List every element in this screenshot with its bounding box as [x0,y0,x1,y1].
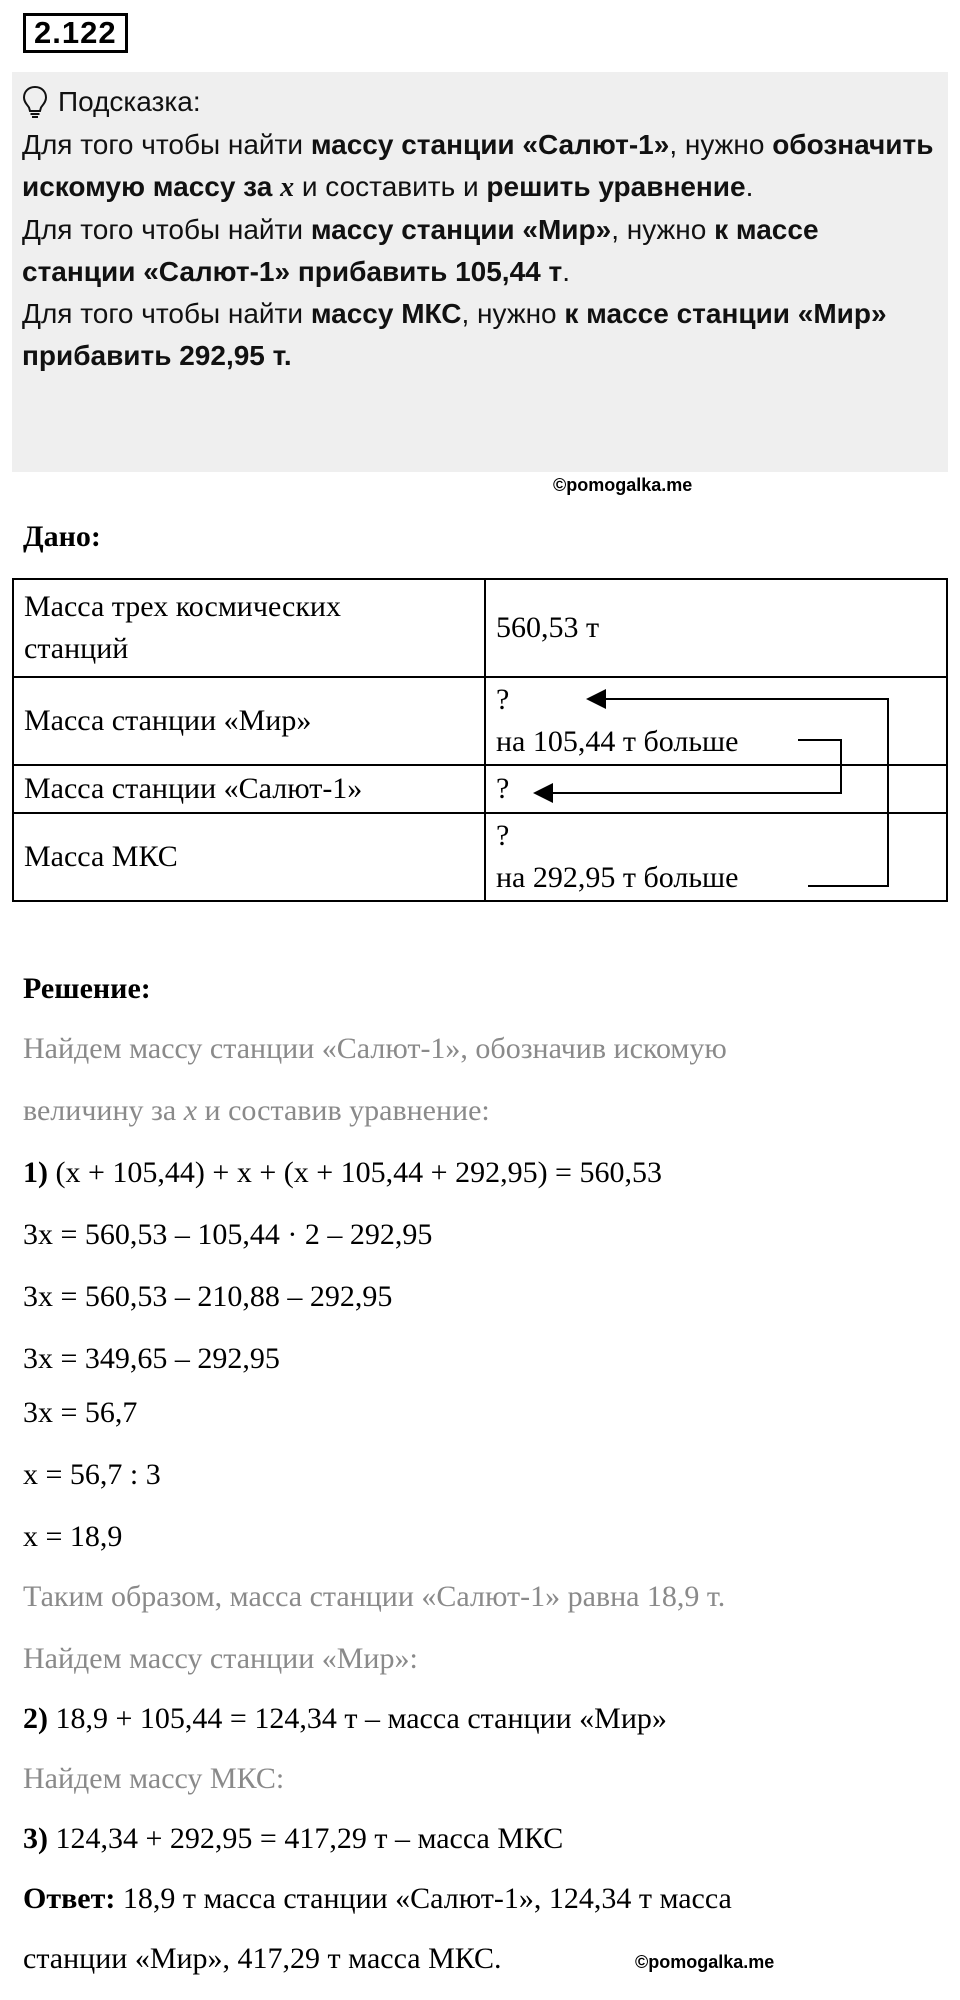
table-cell-label: Масса станции «Мир» [13,677,485,765]
watermark-top: ©pomogalka.me [553,475,693,495]
find-iss-line: Найдем массу МКС: [23,1762,285,1795]
table-cell-value: ? [485,765,947,813]
table-cell-label: Масса трех космических станций [13,579,485,677]
given-title: Дано: [23,520,101,553]
table-row [13,677,947,765]
table-cell-value: ? на 292,95 т больше [485,813,947,901]
equation-line: 3x = 349,65 – 292,95 [23,1342,280,1375]
solution-title: Решение: [23,972,151,1005]
equation-line: 3x = 56,7 [23,1396,138,1429]
conclusion-line: Таким образом, масса станции «Салют-1» равна 18,9 т. [23,1580,726,1613]
hint-box [12,72,948,472]
equation-line: 2) 18,9 + 105,44 = 124,34 т – масса станции «Мир» [23,1702,667,1735]
table-cell-value: 560,53 т [485,579,947,677]
solution-intro-line-1: Найдем массу станции «Салют-1», обозначив искомую [23,1032,727,1065]
answer-line-1: Ответ: 18,9 т масса станции «Салют-1», 124,34 т масса [23,1882,732,1915]
hint-paragraph-2: Для того чтобы найти массу станции «Мир», нужно к массе станции «Салют-1» прибавить 105,44 т. [22,214,819,287]
equation-line: 1) (x + 105,44) + x + (x + 105,44 + 292,95) = 560,53 [23,1156,662,1189]
equation-line: x = 56,7 : 3 [23,1458,161,1491]
table-row [13,579,947,677]
table-cell-value: ? на 105,44 т больше [485,677,947,765]
equation-line: 3) 124,34 + 292,95 = 417,29 т – масса МКС [23,1822,564,1855]
table-row [13,813,947,901]
hint-paragraph-1: Для того чтобы найти массу станции «Салют-1», нужно обозначить искомую массу за x и составить и решить уравнение. [22,129,934,203]
hint-title: Подсказка: [58,86,201,117]
answer-line-2: станции «Мир», 417,29 т масса МКС. [23,1942,502,1975]
hint-header [22,80,938,124]
table-cell-label: Масса станции «Салют-1» [13,765,485,813]
table-row [13,765,947,813]
equation-line: x = 18,9 [23,1520,123,1553]
equation-line: 3x = 560,53 – 105,44 · 2 – 292,95 [23,1218,433,1251]
task-number: 2.122 [23,13,128,53]
solution-intro-line-2: величину за x и составив уравнение: [23,1094,490,1127]
hint-paragraph-3: Для того чтобы найти массу МКС, нужно к массе станции «Мир» прибавить 292,95 т. [22,298,887,371]
watermark-bottom: ©pomogalka.me [635,1952,775,1972]
equation-line: 3x = 560,53 – 210,88 – 292,95 [23,1280,393,1313]
find-mir-line: Найдем массу станции «Мир»: [23,1642,418,1675]
given-table [12,578,948,902]
lightbulb-icon [22,85,48,119]
table-cell-label: Масса МКС [13,813,485,901]
